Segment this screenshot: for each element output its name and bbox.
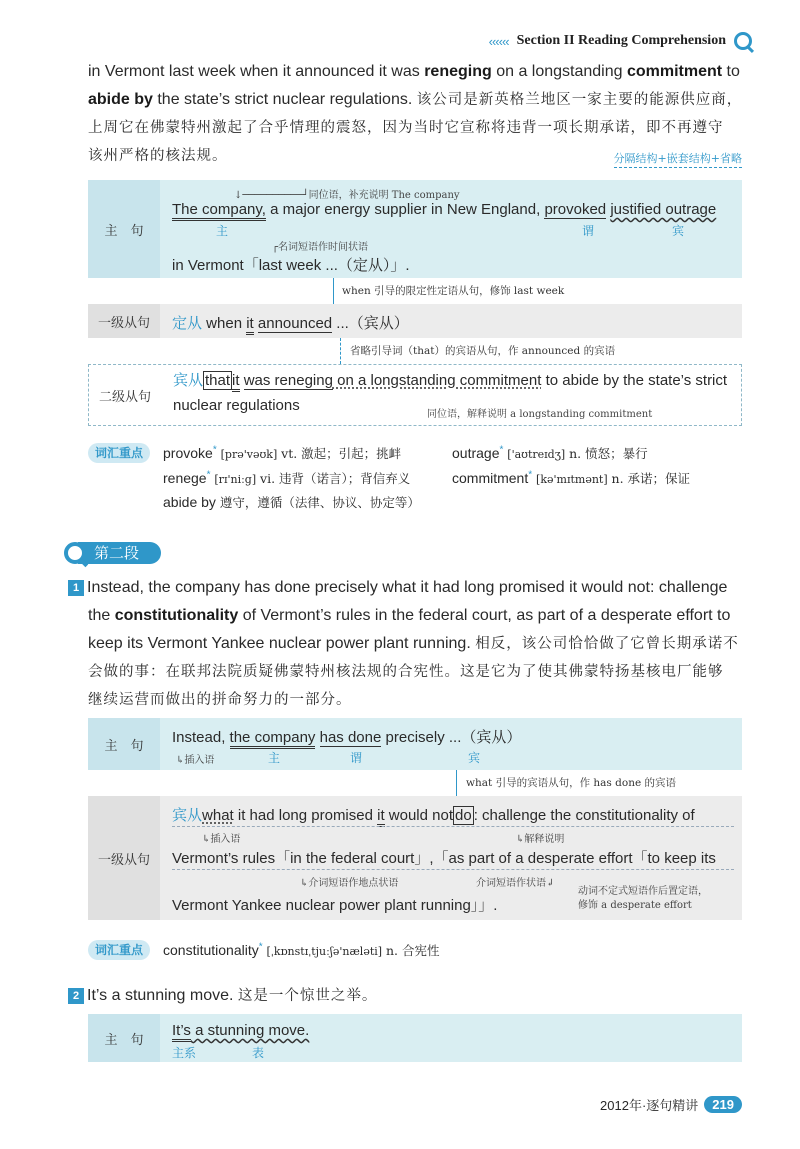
- top-line-2: abide by the state’s strict nuclear regulations. 该公司是新英格兰地区一家主要的能源供应商，: [88, 91, 743, 108]
- appositive-note: ↓──────────┘同位语，补充说明 The company: [234, 190, 460, 201]
- p2-line-1: 1 Instead, the company has done precisely what it had long promised it would not: challenge: [68, 574, 748, 602]
- section-title-pill: 第二段: [78, 542, 161, 564]
- p2-line-5: 继续运营而做出的拼命努力的一部分。: [88, 692, 352, 708]
- sentence-number-1: 1: [68, 580, 84, 596]
- role-subject: 主: [216, 224, 229, 238]
- p2-line-4: 会做的事：在联邦法院质疑佛蒙特州核法规的合宪性。这是它为了使其佛蒙特扬基核电厂能够: [88, 664, 724, 680]
- vocab-commitment: commitment* [kə'mɪtmənt] n. 承诺；保证: [452, 469, 691, 486]
- box2-l1-line3: Vermont Yankee nuclear power plant running」」.: [172, 897, 498, 914]
- pp2-note: 介词短语作状语↲: [476, 878, 555, 889]
- box2-role-subject: 主: [268, 751, 281, 765]
- box3-role-1: 主系: [172, 1046, 197, 1060]
- role-insert: ↳插入语: [176, 755, 215, 766]
- explain-note: ↳解释说明: [516, 834, 565, 845]
- page-header: [489, 30, 752, 52]
- page-footer: [600, 1095, 742, 1114]
- main-sentence-line1: The company, a major energy supplier in New England, provoked justified outrage: [172, 201, 716, 218]
- main-sentence-line2: in Vermont「last week ...（定从）」.: [172, 257, 410, 274]
- box2-l1-line2: Vermont’s rules「in the federal court」,「as part of a desperate effort「to keep its: [172, 850, 716, 867]
- level2-label: 二级从句: [89, 365, 161, 425]
- top-line-4: 该州严格的核法规。: [88, 148, 228, 164]
- sentence-number-2: 2: [68, 988, 84, 1004]
- vocab-constitutionality: constitutionality* [ˌkɒnstɪˌtjuːʃə'næləti] n. 合宪性: [163, 941, 440, 958]
- connector-note-1: when 引导的限定性定语从句，修饰 last week: [342, 285, 565, 297]
- box2-role-object: 宾: [468, 751, 481, 765]
- section-heading: [64, 541, 161, 565]
- para2-sentence1: [68, 574, 748, 714]
- box1-level2-clause: [88, 364, 742, 426]
- connector-note-3: what 引导的宾语从句，作 has done 的宾语: [466, 777, 677, 789]
- level1-sentence: 定从 when it announced ...（宾从）: [172, 312, 409, 333]
- box3-main-clause: [88, 1014, 742, 1062]
- level2-sentence-line1: 宾从 that it was reneging on a longstanding commitment to abide by the state’s strict: [173, 369, 727, 390]
- vocab-tag-1: 词汇重点: [88, 443, 150, 463]
- connector-3: [456, 770, 457, 796]
- role-object: 宾: [672, 224, 685, 238]
- box2-level1-label: 一级从句: [88, 796, 160, 920]
- box2-main-label: 主 句: [88, 718, 160, 770]
- top-line-1: in Vermont last week when it announced it was reneging on a longstanding commitment to: [88, 63, 740, 80]
- section-magnifier-icon: [64, 542, 86, 564]
- vocab-tag-2: 词汇重点: [88, 940, 150, 960]
- connector-2: [340, 338, 341, 364]
- separator: [172, 869, 734, 870]
- box2-l1-line1: 宾从what it had long promised it would not do : challenge the constitutionality of: [172, 804, 695, 825]
- box3-sentence: It’s a stunning move.: [172, 1022, 309, 1039]
- p2-line-3: keep its Vermont Yankee nuclear power plant running. 相反，该公司恰恰做了它曾长期承诺不: [88, 635, 739, 652]
- para2-sentence2: 2 It’s a stunning move. 这是一个惊世之举。: [68, 982, 748, 1010]
- box1-level1-clause: [88, 304, 742, 338]
- level2-sentence-line2: nuclear regulations: [173, 397, 300, 414]
- separator: [172, 826, 734, 827]
- vocab-outrage: outrage* ['aʊtreɪdʒ] n. 愤怒；暴行: [452, 444, 648, 461]
- vocab-abide-by: abide by 遵守，遵循（法律、协议、协定等）: [163, 494, 420, 510]
- box3-role-2: 表: [252, 1046, 265, 1060]
- vocab-provoke: provoke* [prə'vəʊk] vt. 激起；引起；挑衅: [163, 444, 402, 461]
- pp1-note: ↳介词短语作地点状语: [300, 878, 399, 889]
- insert-note: ↳插入语: [202, 834, 241, 845]
- structure-note: 分隔结构+嵌套结构+省略: [614, 150, 742, 168]
- level2-appositive-note: 同位语，解释说明 a longstanding commitment: [427, 409, 653, 420]
- main-clause-label: 主 句: [88, 180, 160, 278]
- connector-note-2: 省略引导词（that）的宾语从句，作 announced 的宾语: [350, 345, 616, 357]
- level1-label: 一级从句: [88, 304, 160, 338]
- box2-main-clause: [88, 718, 742, 770]
- connector-1: [333, 278, 334, 304]
- vocab-renege: renege* [rɪ'niːg] vi. 违背（诺言）；背信弃义: [163, 469, 411, 486]
- noun-phrase-note: ┌名词短语作时间状语: [272, 242, 369, 253]
- p2-line-2: the constitutionality of Vermont’s rules in the federal court, as part of a desperate effort to: [88, 607, 731, 624]
- inf-note-2: 修饰 a desperate effort: [578, 900, 692, 911]
- footer-text: 2012年·逐句精讲: [600, 1098, 699, 1113]
- role-verb: 谓: [582, 224, 595, 238]
- box2-level1-clause: [88, 796, 742, 920]
- magnifier-icon: [734, 32, 752, 50]
- header-arrows-icon: ‹‹‹‹‹‹: [488, 33, 509, 49]
- page-number: 219: [704, 1096, 742, 1113]
- box2-main-sentence: Instead, the company has done precisely ...（宾从）: [172, 726, 521, 747]
- box2-role-verb: 谓: [350, 751, 363, 765]
- top-line-3: 上周它在佛蒙特州激起了合乎情理的震怒，因为当时它宣称将违背一项长期承诺，即不再遵守: [88, 120, 724, 136]
- box1-main-clause: [88, 180, 742, 278]
- inf-note-1: 动词不定式短语作后置定语，: [578, 886, 708, 897]
- box3-main-label: 主 句: [88, 1014, 160, 1062]
- section-title: Section II Reading Comprehension: [516, 33, 726, 48]
